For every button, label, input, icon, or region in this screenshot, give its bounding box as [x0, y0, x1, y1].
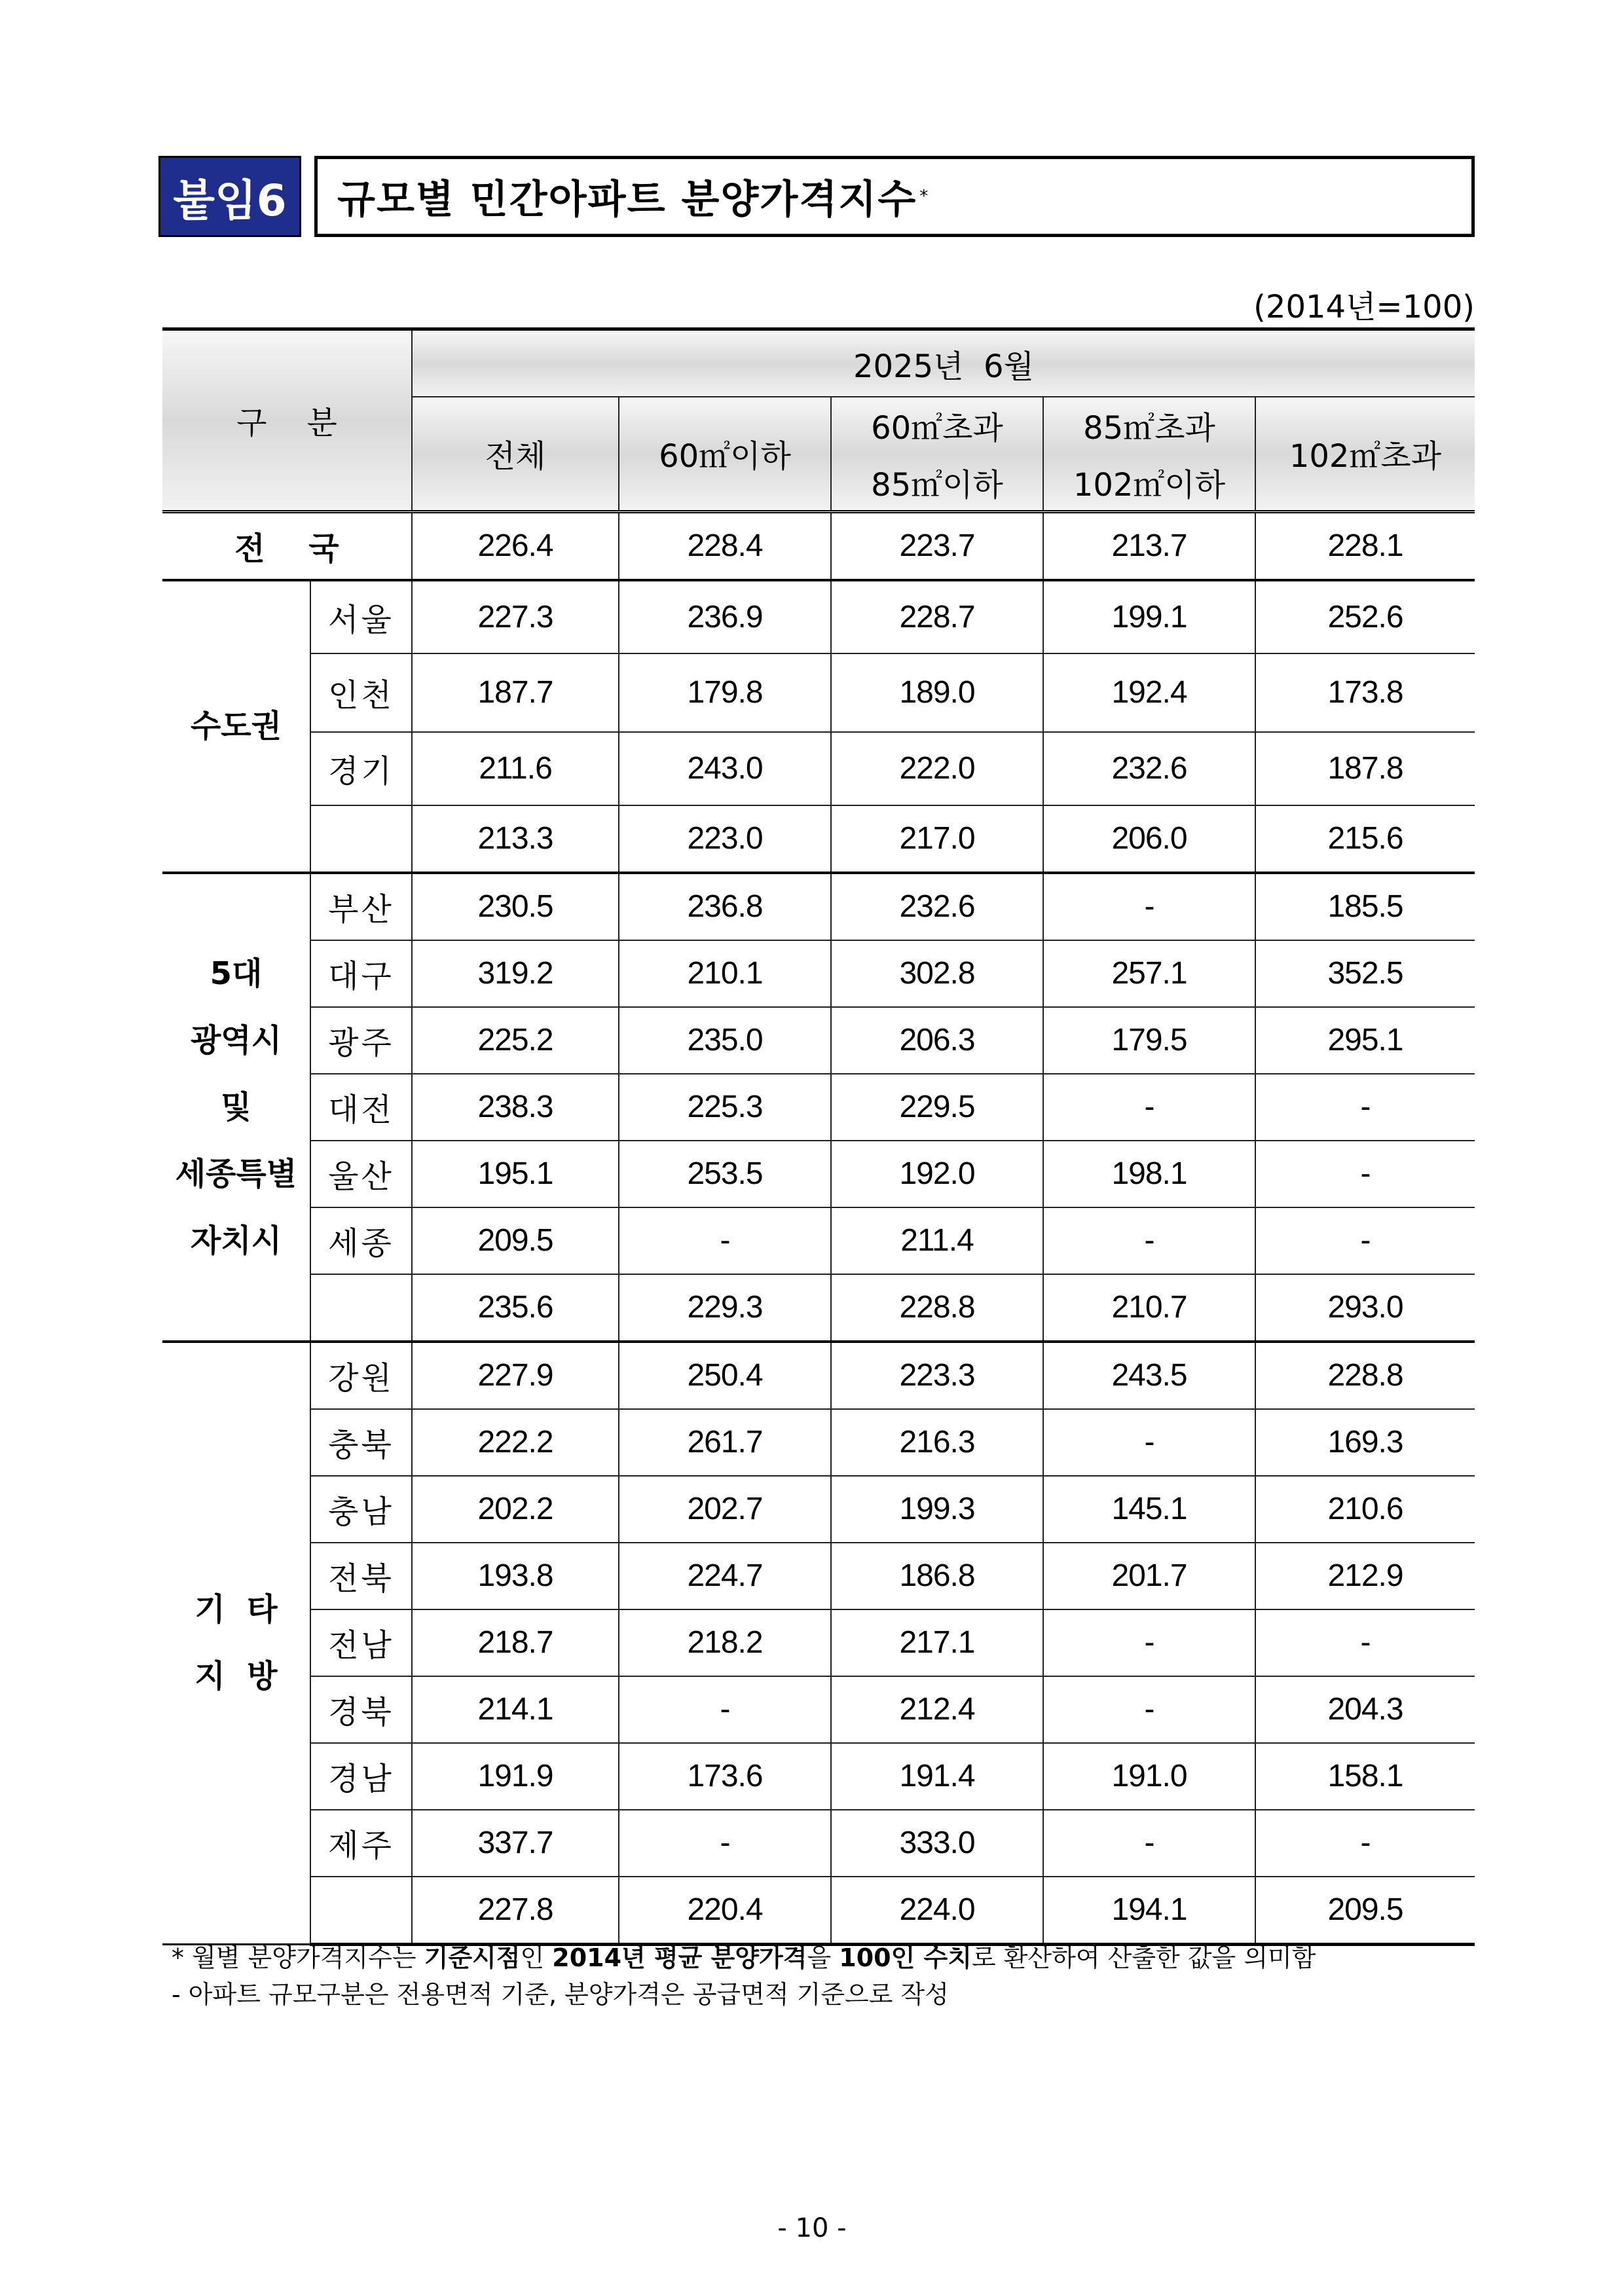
- region-group-text: [162, 1576, 310, 1710]
- table-cell: 216.3: [831, 1409, 1043, 1476]
- table-cell: 192.0: [831, 1141, 1043, 1207]
- table-cell: 224.7: [619, 1543, 831, 1609]
- table-cell: 202.2: [412, 1476, 619, 1543]
- table-cell: 173.6: [619, 1743, 831, 1810]
- table-cell: 191.4: [831, 1743, 1043, 1810]
- region-name: 인천: [310, 653, 412, 732]
- table-cell: 213.7: [1043, 511, 1255, 580]
- table-cell: 223.3: [831, 1342, 1043, 1409]
- table-cell: 235.6: [412, 1274, 619, 1342]
- region-name: 부산: [310, 873, 412, 940]
- region-group-label: [162, 873, 310, 1342]
- footnote-part: 인: [520, 1943, 553, 1972]
- table-row: [162, 1676, 1475, 1743]
- table-cell: 204.3: [1255, 1676, 1475, 1743]
- table-cell: 191.9: [412, 1743, 619, 1810]
- table-cell: 228.1: [1255, 511, 1475, 580]
- table-cell: 333.0: [831, 1810, 1043, 1877]
- table-cell: 179.5: [1043, 1007, 1255, 1074]
- table-cell: 186.8: [831, 1543, 1043, 1609]
- table-cell: 173.8: [1255, 653, 1475, 732]
- category-header: [162, 329, 412, 512]
- price-index-table: [162, 327, 1475, 1946]
- column-header-line1: 60㎡이하: [659, 438, 791, 475]
- table-cell: 218.2: [619, 1609, 831, 1676]
- table-cell: 229.5: [831, 1074, 1043, 1141]
- table-row: [162, 1609, 1475, 1676]
- table-cell: 220.4: [619, 1877, 831, 1945]
- table-cell: 228.7: [831, 580, 1043, 653]
- column-header-line1: 전체: [485, 438, 546, 475]
- region-name: 대구: [310, 940, 412, 1007]
- attachment-badge: 붙임6: [158, 156, 301, 237]
- subtotal-name-cell: [310, 805, 412, 873]
- table-cell: 295.1: [1255, 1007, 1475, 1074]
- table-cell: 218.7: [412, 1609, 619, 1676]
- table-row: [162, 1141, 1475, 1207]
- region-group-label: [162, 580, 310, 873]
- region-group-line: 세종특별: [175, 1155, 297, 1192]
- table-cell: 158.1: [1255, 1743, 1475, 1810]
- page-header: [158, 156, 1475, 240]
- region-group-line: 수도권: [190, 708, 282, 744]
- table-cell: 227.3: [412, 580, 619, 653]
- region-group-line: 지 방: [194, 1658, 278, 1695]
- table-cell: 201.7: [1043, 1543, 1255, 1609]
- column-header-line1: 85㎡초과: [1083, 409, 1215, 447]
- table-row: [162, 653, 1475, 732]
- region-name: 제주: [310, 1810, 412, 1877]
- column-header-1: [619, 397, 831, 511]
- region-group-line: 기 타: [194, 1591, 278, 1628]
- table-cell: 210.6: [1255, 1476, 1475, 1543]
- footnote-part: * 월별 분양가격지수는: [172, 1943, 424, 1972]
- table-cell: 209.5: [412, 1207, 619, 1274]
- column-header-line2: 85㎡이하: [871, 466, 1003, 504]
- table-row: [162, 873, 1475, 940]
- footnote-part: 을: [807, 1943, 840, 1972]
- table-cell: 238.3: [412, 1074, 619, 1141]
- region-group-text: [162, 940, 310, 1274]
- table-cell: 212.4: [831, 1676, 1043, 1743]
- region-name: 충북: [310, 1409, 412, 1476]
- header-row-1: [162, 329, 1475, 397]
- table-row-subtotal: [162, 1877, 1475, 1945]
- column-header-line2: 102㎡이하: [1073, 466, 1226, 504]
- national-label: 전 국: [162, 511, 412, 580]
- table-cell: 243.0: [619, 732, 831, 805]
- table-cell: 222.2: [412, 1409, 619, 1476]
- table-cell: -: [619, 1676, 831, 1743]
- table-row: [162, 1810, 1475, 1877]
- table-cell: 193.8: [412, 1543, 619, 1609]
- unit-note: (2014년=100): [1253, 289, 1475, 325]
- table-row: [162, 1409, 1475, 1476]
- table-row: [162, 1007, 1475, 1074]
- table-cell: 302.8: [831, 940, 1043, 1007]
- table-cell: -: [1043, 1207, 1255, 1274]
- region-name: 서울: [310, 580, 412, 653]
- table-row: [162, 1743, 1475, 1810]
- title-footnote-mark: *: [919, 187, 930, 206]
- table-cell: 227.8: [412, 1877, 619, 1945]
- page-title-box: [314, 156, 1475, 237]
- table-cell: 187.8: [1255, 732, 1475, 805]
- table-cell: 210.1: [619, 940, 831, 1007]
- table-cell: 225.2: [412, 1007, 619, 1074]
- table-cell: 319.2: [412, 940, 619, 1007]
- table-cell: 187.7: [412, 653, 619, 732]
- table-cell: 250.4: [619, 1342, 831, 1409]
- footnote-part: 로 환산하여 산출한 값을 의미함: [971, 1943, 1316, 1972]
- table-cell: 261.7: [619, 1409, 831, 1476]
- table-cell: 223.7: [831, 511, 1043, 580]
- region-name: 강원: [310, 1342, 412, 1409]
- subtotal-name-cell: [310, 1877, 412, 1945]
- table-cell: 194.1: [1043, 1877, 1255, 1945]
- column-header-0: [412, 397, 619, 511]
- region-group-line: 5대: [210, 955, 263, 992]
- table-cell: -: [619, 1810, 831, 1877]
- table-cell: 236.9: [619, 580, 831, 653]
- region-group-line: 자치시: [190, 1222, 282, 1259]
- region-group-label: [162, 1342, 310, 1945]
- table-cell: 232.6: [1043, 732, 1255, 805]
- table-cell: 293.0: [1255, 1274, 1475, 1342]
- table-cell: -: [1255, 1074, 1475, 1141]
- table-cell: 212.9: [1255, 1543, 1475, 1609]
- table-cell: 209.5: [1255, 1877, 1475, 1945]
- table-cell: 191.0: [1043, 1743, 1255, 1810]
- table-row: [162, 732, 1475, 805]
- region-group-text: [162, 693, 310, 760]
- table-cell: 252.6: [1255, 580, 1475, 653]
- table-cell: 235.0: [619, 1007, 831, 1074]
- footnotes: [172, 1939, 1316, 2013]
- region-name: 충남: [310, 1476, 412, 1543]
- table-cell: 228.8: [1255, 1342, 1475, 1409]
- table-cell: 217.0: [831, 805, 1043, 873]
- table-row-subtotal: [162, 805, 1475, 873]
- category-header-label: 구 분: [236, 405, 337, 442]
- table-cell: 198.1: [1043, 1141, 1255, 1207]
- subtotal-name-cell: [310, 1274, 412, 1342]
- region-name: 광주: [310, 1007, 412, 1074]
- table-cell: -: [1255, 1609, 1475, 1676]
- table-row-national: [162, 511, 1475, 580]
- table-row: [162, 1543, 1475, 1609]
- table-cell: 185.5: [1255, 873, 1475, 940]
- table-cell: -: [1255, 1141, 1475, 1207]
- table-cell: 217.1: [831, 1609, 1043, 1676]
- table-cell: 232.6: [831, 873, 1043, 940]
- region-name: 대전: [310, 1074, 412, 1141]
- table-cell: 206.3: [831, 1007, 1043, 1074]
- table-cell: 230.5: [412, 873, 619, 940]
- table-cell: 179.8: [619, 653, 831, 732]
- region-group-line: 및: [221, 1088, 251, 1126]
- table-cell: 214.1: [412, 1676, 619, 1743]
- footnote-2: - 아파트 규모구분은 전용면적 기준, 분양가격은 공급면적 기준으로 작성: [172, 1980, 949, 2009]
- region-name: 경기: [310, 732, 412, 805]
- page-number: - 10 -: [777, 2213, 847, 2243]
- table-cell: 226.4: [412, 511, 619, 580]
- table-cell: 211.4: [831, 1207, 1043, 1274]
- table-cell: 169.3: [1255, 1409, 1475, 1476]
- table-cell: 210.7: [1043, 1274, 1255, 1342]
- table-cell: 206.0: [1043, 805, 1255, 873]
- table-row: [162, 1342, 1475, 1409]
- region-name: 전북: [310, 1543, 412, 1609]
- table-cell: 224.0: [831, 1877, 1043, 1945]
- table-cell: 192.4: [1043, 653, 1255, 732]
- footnote-part: 2014년 평균 분양가격: [552, 1943, 807, 1972]
- table-cell: 229.3: [619, 1274, 831, 1342]
- table-cell: 189.0: [831, 653, 1043, 732]
- table-body: [162, 329, 1475, 1945]
- table-row: [162, 1476, 1475, 1543]
- table-cell: 337.7: [412, 1810, 619, 1877]
- table-cell: 215.6: [1255, 805, 1475, 873]
- footnote-part: 기준시점: [424, 1943, 521, 1972]
- table-cell: 223.0: [619, 805, 831, 873]
- table-cell: 222.0: [831, 732, 1043, 805]
- column-header-3: [1043, 397, 1255, 511]
- table-cell: -: [1255, 1810, 1475, 1877]
- table-cell: 195.1: [412, 1141, 619, 1207]
- footnote-1: [172, 1939, 1316, 1976]
- column-header-2: [831, 397, 1043, 511]
- table-row: [162, 580, 1475, 653]
- column-header-line1: 60㎡초과: [871, 409, 1003, 447]
- table-cell: -: [1043, 1810, 1255, 1877]
- table-cell: -: [1043, 1074, 1255, 1141]
- table-cell: 236.8: [619, 873, 831, 940]
- table-cell: -: [1255, 1207, 1475, 1274]
- table-cell: -: [619, 1207, 831, 1274]
- region-name: 경북: [310, 1676, 412, 1743]
- column-header-line1: 102㎡초과: [1289, 438, 1442, 475]
- table-cell: 352.5: [1255, 940, 1475, 1007]
- region-group-line: 광역시: [190, 1021, 282, 1059]
- table-cell: -: [1043, 1609, 1255, 1676]
- table-row: [162, 940, 1475, 1007]
- table-cell: 202.7: [619, 1476, 831, 1543]
- region-name: 전남: [310, 1609, 412, 1676]
- region-name: 경남: [310, 1743, 412, 1810]
- table-cell: -: [1043, 1676, 1255, 1743]
- period-header: 2025년 6월: [412, 329, 1475, 397]
- table-cell: 257.1: [1043, 940, 1255, 1007]
- page-title: 규모별 민간아파트 분양가격지수: [337, 177, 917, 223]
- table-cell: 243.5: [1043, 1342, 1255, 1409]
- region-name: 세종: [310, 1207, 412, 1274]
- table-cell: 211.6: [412, 732, 619, 805]
- table-cell: 228.4: [619, 511, 831, 580]
- table-cell: 199.3: [831, 1476, 1043, 1543]
- column-header-4: [1255, 397, 1475, 511]
- table-cell: 145.1: [1043, 1476, 1255, 1543]
- table-row: [162, 1207, 1475, 1274]
- table-cell: -: [1043, 1409, 1255, 1476]
- table-cell: -: [1043, 873, 1255, 940]
- region-name: 울산: [310, 1141, 412, 1207]
- table-cell: 213.3: [412, 805, 619, 873]
- table-cell: 228.8: [831, 1274, 1043, 1342]
- table-cell: 225.3: [619, 1074, 831, 1141]
- table-cell: 199.1: [1043, 580, 1255, 653]
- table-cell: 227.9: [412, 1342, 619, 1409]
- footnote-part: 100인 수치: [839, 1943, 972, 1972]
- table-row: [162, 1074, 1475, 1141]
- table-cell: 253.5: [619, 1141, 831, 1207]
- table-row-subtotal: [162, 1274, 1475, 1342]
